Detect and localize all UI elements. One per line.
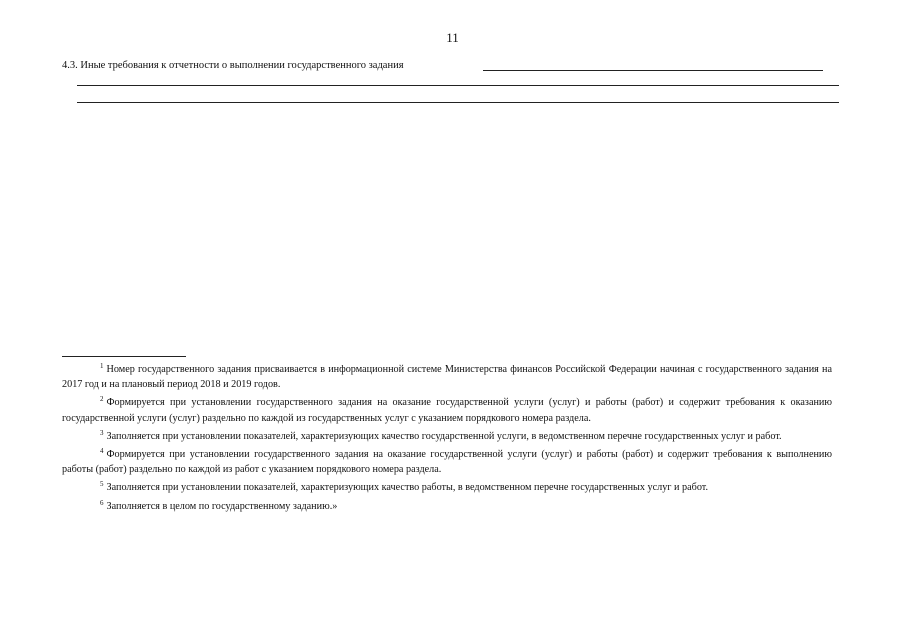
footnote-text: Заполняется при установлении показателей, характеризующих качество государственной услуги, в ведомственном перечне государственных услуг и работ. [106, 430, 782, 442]
footnote-mark: 3 [100, 428, 104, 437]
page-number: 11 [446, 30, 459, 45]
fill-line [77, 85, 839, 86]
footnote-text: Формируется при установлении государственного задания на оказание государственной услуги (услуг) и работы (работ) и содержит требования к выполнению работы (работ) раздельно по каждой из работ с указанием порядкового номера раздела. [62, 449, 832, 476]
footnote-mark: 1 [100, 362, 104, 370]
footnote-2 [62, 392, 832, 425]
footnote-mark: 5 [100, 480, 104, 489]
footnote-mark: 2 [100, 395, 104, 404]
footnote-5 [62, 477, 832, 495]
footnote-mark: 6 [100, 498, 104, 507]
footnotes [62, 359, 832, 514]
section-heading: 4.3. Иные требования к отчетности о выполнении государственного задания [62, 60, 404, 71]
footnote-separator [62, 356, 186, 357]
footnote-text: Номер государственного задания присваивается в информационной системе Министерства финансов Российской Федерации начиная с государственного задания на 2017 год и на плановый период 2018 и 2019 годов. [62, 364, 832, 391]
footnote-6 [62, 496, 832, 514]
footnote-4 [62, 444, 832, 477]
footnote-3 [62, 426, 832, 444]
footnote-text: Заполняется при установлении показателей, характеризующих качество работы, в ведомственном перечне государственных услуг и работ. [106, 482, 709, 494]
fill-line [77, 102, 839, 103]
fill-line [483, 70, 823, 71]
footnote-mark: 4 [100, 447, 104, 456]
footnote-text: Формируется при установлении государственного задания на оказание государственной услуги (услуг) и работы (работ) и содержит требования к оказанию государственной услуги (услуг) раздельно по каждой из государственных услуг с указанием порядкового номера раздела. [62, 397, 832, 424]
footnote-1 [62, 359, 832, 392]
footnote-text: Заполняется в целом по государственному заданию.» [106, 500, 338, 512]
